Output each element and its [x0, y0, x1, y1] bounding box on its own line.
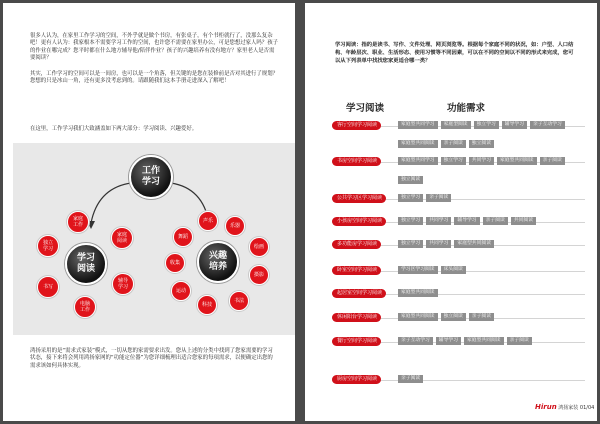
item-writing: [37, 276, 59, 298]
function-tag: 亲子阅读: [507, 337, 532, 345]
function-tags: [398, 266, 588, 285]
item-home-work: [67, 211, 89, 233]
item-home-reading-label: 家庭 阅读: [116, 232, 127, 244]
item-photography-label: 摄影: [253, 272, 264, 278]
function-tag: 共同学习: [426, 217, 451, 225]
item-collecting: [165, 253, 185, 273]
function-tag: 亲子阅读: [398, 375, 423, 383]
function-tag: 家庭型共同学习: [398, 157, 438, 165]
function-tag: 独立学习: [474, 121, 499, 129]
function-tag: 家庭型阅读: [441, 121, 471, 129]
function-tags: [398, 217, 588, 236]
space-label: 休闲阳台学习阅读: [332, 313, 381, 322]
column-header-functions: 功能需求: [447, 103, 486, 114]
hub-study-reading-label: 学习 阅读: [76, 253, 95, 274]
function-tag: 独立学习: [398, 217, 423, 225]
space-label: 书房空间学习阅读: [332, 157, 381, 166]
page-number: 01/04: [579, 405, 595, 411]
function-tag: 床头阅读: [441, 266, 466, 274]
function-tag: 辅导学习: [454, 217, 479, 225]
item-vocal: [198, 211, 218, 231]
hub-work-study: [129, 155, 173, 199]
definition-text: 指的是读书、写作、文件处理、网页浏览等。根据每个家庭不同的状况，如：户型、人口结构、年龄层次、职业、生活形态、使用习惯等不同因素，可以在不同的空间以不同的形式来完成，您可以从下列表单中找找您家更适合哪一类？: [335, 42, 574, 64]
function-tag: 独立学习: [398, 194, 423, 202]
function-tag: 独立阅读: [469, 140, 494, 148]
function-tags: [398, 289, 588, 308]
brand-name: 鸿扬家装: [558, 405, 579, 411]
item-home-work-label: 家庭 工作: [72, 216, 83, 228]
function-tag: 辅导学习: [502, 121, 527, 129]
function-tag: 亲子互动学习: [398, 337, 433, 345]
space-label: 厨房空间学习阅读: [332, 375, 381, 384]
function-tag: 学习区学习阅读: [398, 266, 438, 274]
function-tag: 亲子阅读: [469, 313, 494, 321]
hub-study-reading: [65, 243, 107, 285]
item-writing-label: 书写: [42, 284, 53, 290]
left-page: [3, 3, 295, 421]
function-tag: 独立阅读: [398, 176, 423, 184]
right-page: [305, 3, 597, 421]
item-instrument-label: 乐器: [229, 223, 240, 229]
function-tag: 共同阅读: [511, 217, 536, 225]
function-tag: 独立学习: [398, 240, 423, 248]
space-label: 卧室空间学习阅读: [332, 266, 381, 275]
arrow-left: [91, 183, 131, 223]
hub-interest: [197, 241, 239, 283]
item-dance-label: 舞蹈: [177, 234, 188, 240]
item-computer-work-label: 电脑 工作: [79, 301, 90, 313]
function-tag: 家庭型共同阅读: [398, 313, 438, 321]
column-header-space: 学习阅读: [346, 103, 385, 114]
item-photography: [249, 265, 269, 285]
function-tags: [398, 194, 588, 213]
function-tag: 亲子阅读: [426, 194, 451, 202]
item-calligraphy-label: 书法: [233, 298, 244, 304]
space-label: 公共学习区学习阅读: [332, 194, 386, 203]
hub-interest-label: 兴趣 培养: [208, 251, 227, 272]
function-tag: 家庭型共同阅读: [464, 337, 504, 345]
item-sports-label: 运动: [175, 288, 186, 294]
brand-logo: Hirun: [535, 403, 557, 411]
function-tag: 家庭型共同阅读: [398, 140, 438, 148]
page-footer: [535, 403, 594, 411]
function-tag: 家庭型共同阅读: [497, 157, 537, 165]
item-painting-label: 绘画: [253, 244, 264, 250]
work-study-diagram: [13, 143, 295, 335]
item-vocal-label: 声乐: [202, 218, 213, 224]
item-home-reading: [111, 227, 133, 249]
space-label: 小孩房空间学习阅读: [332, 217, 386, 226]
item-calligraphy: [229, 291, 249, 311]
intro-paragraph: 很多人认为，在家里工作学习的空间，不外乎就是做个书房，有张桌子，有个书柜就行了，没那么复杂吧！更有人认为：我家根本不需要学习工作的空间，也许您不需要在家里办公，可是您想过家人吗？孩子的作业在哪完成？您平时都在什么地方辅导他/陪伴作业？孩子的兴趣培养有没有地方？家里老人是否需要阅读？: [30, 33, 278, 62]
function-tag: 独立阅读: [441, 313, 466, 321]
item-technology: [197, 295, 217, 315]
function-tag: 家庭型共同学习: [398, 121, 438, 129]
space-label: 餐厅空间学习阅读: [332, 337, 381, 346]
definition-label: 学习阅读：: [335, 42, 362, 48]
function-tag: 亲子阅读: [441, 140, 466, 148]
hub-work-study-label: 工作 学习: [141, 166, 160, 187]
second-paragraph: 其实，工作学习的空间可以是一间房，也可以是一个角落，但关键的是您在装修前是否对其进行了规划？您想的只是冰山一角，还有更多没考虑到的。请跟随我们这本手册走进深入了解吧！: [30, 71, 278, 85]
function-tag: 共同学习: [469, 157, 494, 165]
closing-paragraph: 鸿扬采用的是“需求式家装”模式，一切从您的家需要求出发。您从上述的分类中找到了您家需要的学习状态，接下来将会列用鸿扬家网的“功能定位器”为您详细梳理出适合您家的每项需求，以便确定出您的需求该如何具体实现。: [30, 348, 273, 369]
function-tag: 共同学习: [426, 240, 451, 248]
function-tags: [398, 121, 588, 159]
space-label: 客厅空间学习阅读: [332, 121, 381, 130]
study-reading-definition: [335, 41, 575, 65]
function-tag: 辅导学习: [436, 337, 461, 345]
item-sports: [171, 281, 191, 301]
function-tag: 家庭型共同阅读: [454, 240, 494, 248]
function-tag: 亲子阅读: [483, 217, 508, 225]
function-tags: [398, 337, 588, 356]
item-tutoring: [112, 273, 134, 295]
function-tag: 亲子阅读: [540, 157, 565, 165]
item-collecting-label: 收集: [169, 260, 180, 266]
function-tags: [398, 375, 588, 394]
item-dance: [173, 227, 193, 247]
item-tutoring-label: 辅导 学习: [117, 278, 128, 290]
function-tags: [398, 240, 588, 259]
function-tags: [398, 313, 588, 332]
space-label: 多功能房学习阅读: [332, 240, 381, 249]
function-tag: 亲子互动学习: [530, 121, 565, 129]
item-independent-study: [37, 235, 59, 257]
categories-sentence: 在这里，工作学习我们大致涵盖如下两大部分：学习阅读、兴趣爱好。: [30, 126, 198, 132]
item-technology-label: 科技: [201, 302, 212, 308]
item-independent-study-label: 独立 学习: [42, 240, 53, 252]
function-tag: 独立学习: [441, 157, 466, 165]
item-computer-work: [74, 296, 96, 318]
function-tags: [398, 157, 588, 195]
function-tag: 家庭型共同阅读: [398, 289, 438, 297]
item-instrument: [225, 216, 245, 236]
space-label: 起居室空间学习阅读: [332, 289, 386, 298]
item-painting: [249, 237, 269, 257]
